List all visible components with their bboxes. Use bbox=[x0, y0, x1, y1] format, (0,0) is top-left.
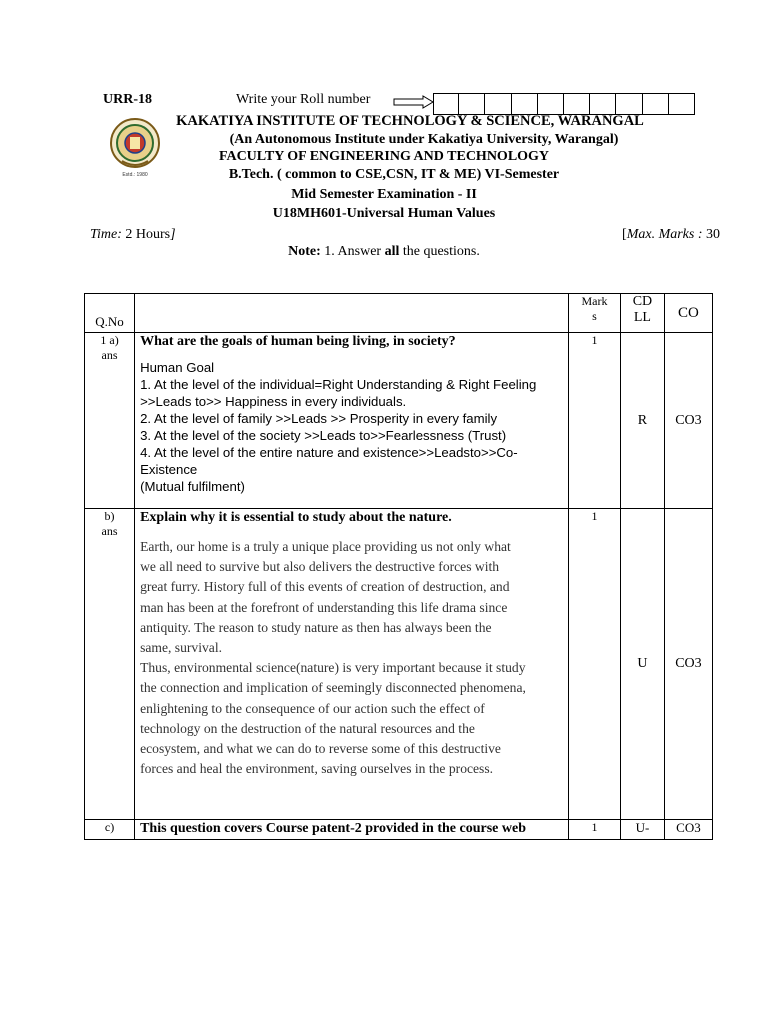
roll-number-box[interactable] bbox=[643, 93, 669, 115]
exam-name: Mid Semester Examination - II bbox=[291, 187, 477, 202]
marks-value: 1 bbox=[569, 820, 621, 840]
question-text: This question covers Course patent-2 provided in the course web bbox=[140, 821, 526, 836]
faculty-name: FACULTY OF ENGINEERING AND TECHNOLOGY bbox=[218, 149, 550, 164]
roll-number-box[interactable] bbox=[433, 93, 459, 115]
cdll-value: U bbox=[620, 509, 664, 820]
roll-number-box[interactable] bbox=[512, 93, 538, 115]
exam-note: Note: 1. Answer all the questions. bbox=[288, 244, 480, 259]
roll-number-label: Write your Roll number bbox=[236, 92, 371, 107]
program-name: B.Tech. ( common to CSE,CSN, IT & ME) VI-Semester bbox=[228, 167, 560, 182]
roll-number-box[interactable] bbox=[485, 93, 511, 115]
question-cell bbox=[135, 333, 569, 509]
roll-number-box[interactable] bbox=[590, 93, 616, 115]
roll-number-box[interactable] bbox=[669, 93, 695, 115]
roll-number-box[interactable] bbox=[538, 93, 564, 115]
max-marks: [Max. Marks : 30 bbox=[622, 227, 720, 242]
question-cell bbox=[135, 509, 569, 820]
roll-number-boxes[interactable] bbox=[433, 93, 695, 115]
roll-number-box[interactable] bbox=[459, 93, 485, 115]
cdll-value: U- bbox=[620, 820, 664, 840]
header-question bbox=[135, 294, 569, 333]
header-co: CO bbox=[664, 294, 712, 333]
table-row bbox=[85, 509, 713, 820]
question-number: b) ans bbox=[85, 509, 135, 820]
question-text: What are the goals of human being living, in society? bbox=[140, 334, 456, 349]
question-number: c) bbox=[85, 820, 135, 840]
institute-affiliation: (An Autonomous Institute under Kakatiya University, Warangal) bbox=[229, 132, 619, 147]
regulation-code: URR-18 bbox=[103, 92, 152, 107]
table-header-row bbox=[85, 294, 713, 333]
roll-number-box[interactable] bbox=[616, 93, 642, 115]
right-arrow-icon bbox=[393, 95, 435, 109]
marks-value: 1 bbox=[569, 333, 621, 509]
co-value: CO3 bbox=[664, 820, 712, 840]
header-cdll: CD LL bbox=[620, 294, 664, 333]
question-cell bbox=[135, 820, 569, 840]
answer-text: Human Goal 1. At the level of the individual=Right Understanding & Right Feeling >>Leads to>> Happiness in every individuals. 2. At the level of family >>Leads >> Prosperity in every family 3. At the level of the society >>Leads to>>Fearlessness (Trust) 4. At the level of the entire nature and existence>>Leadsto>>Co- Existence (Mutual fulfilment) bbox=[140, 360, 537, 494]
header-marks: Mark s bbox=[569, 294, 621, 333]
question-number: 1 a) ans bbox=[85, 333, 135, 509]
institute-name: KAKATIYA INSTITUTE OF TECHNOLOGY & SCIENCE, WARANGAL bbox=[176, 113, 644, 129]
course-name: U18MH601-Universal Human Values bbox=[272, 206, 496, 221]
question-text: Explain why it is essential to study about the nature. bbox=[140, 510, 452, 525]
header-qno: Q.No bbox=[85, 294, 135, 333]
roll-number-box[interactable] bbox=[564, 93, 590, 115]
cdll-value: R bbox=[620, 333, 664, 509]
co-value: CO3 bbox=[664, 509, 712, 820]
marks-value: 1 bbox=[569, 509, 621, 820]
exam-duration: Time: 2 Hours] bbox=[90, 227, 176, 242]
question-table bbox=[84, 293, 713, 840]
co-value: CO3 bbox=[664, 333, 712, 509]
table-row bbox=[85, 820, 713, 840]
logo-estd-text: Estd.: 1980 bbox=[122, 172, 148, 178]
answer-text: Earth, our home is a truly a unique place providing us not only what we all need to survive but also delivers the destructive forces with great furry. History full of this events of creation of destruction, and man has been at the forefront of understanding this life drama since antiquity. The reason to study nature as then has always been the same, survival. Thus, environmental science(nature) is very important because it study the connection and implication of seemingly disconnected phenomena, enlightening to the consequence of our action such the effect of technology on the destruction of the natural resources and the ecosystem, and what we can do to reverse some of this destructive forces and heal the environment, saving ourselves in the process. bbox=[140, 539, 526, 777]
table-row bbox=[85, 333, 713, 509]
